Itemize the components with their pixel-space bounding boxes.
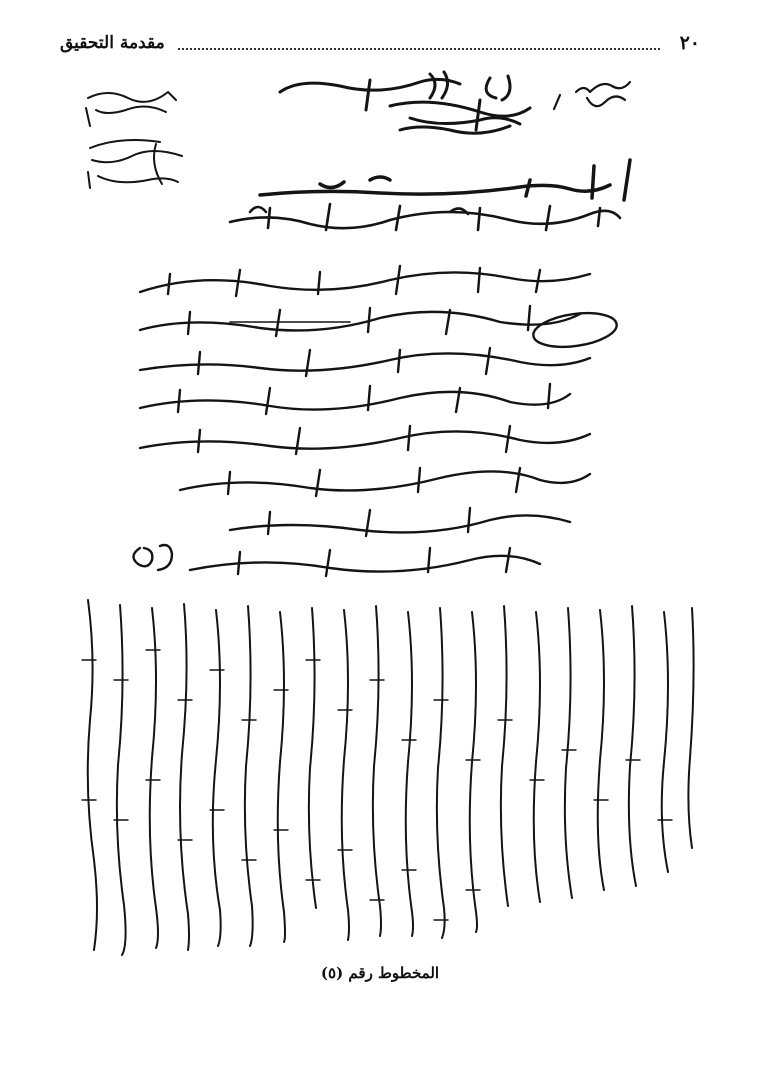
author-line	[230, 204, 620, 230]
marginal-note-left	[86, 92, 182, 188]
manuscript-title-block	[280, 72, 530, 133]
running-title: مقدمة التحقيق	[60, 33, 165, 53]
header-dot-leader	[178, 48, 660, 50]
marginal-note-right	[554, 82, 630, 109]
page-number: ٢٠	[679, 32, 700, 54]
audition-lines	[140, 266, 619, 576]
page-header	[60, 32, 700, 58]
figure-caption: المخطوط رقم (٥)	[320, 964, 440, 982]
folio-number	[133, 545, 172, 570]
manuscript-image	[70, 60, 700, 960]
title-line	[260, 160, 630, 200]
vertical-text-block	[88, 600, 694, 955]
